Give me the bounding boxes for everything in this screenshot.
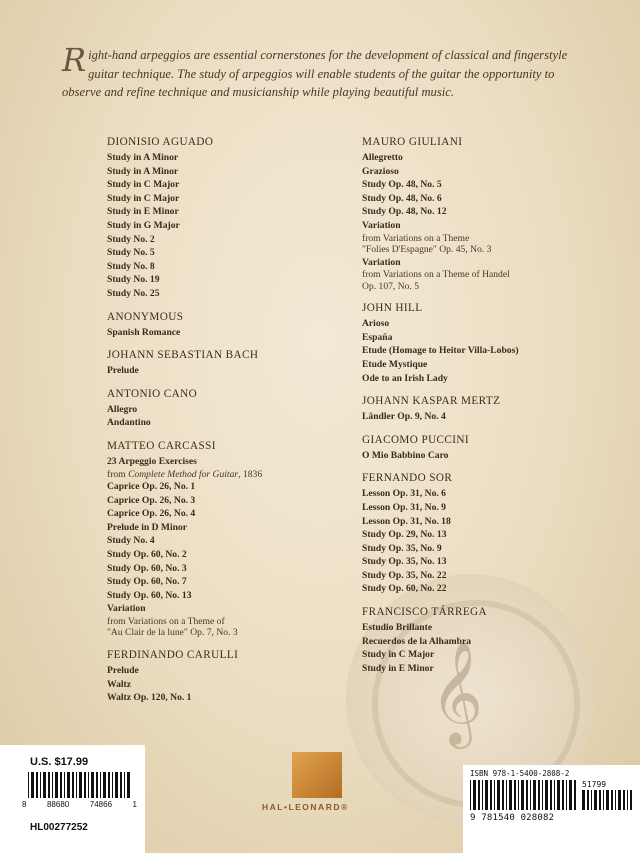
upc-digit: 8 [22, 800, 27, 809]
piece-title: Study No. 25 [107, 287, 160, 299]
barcode-bar [587, 790, 589, 810]
composer-name: FRANCISCO TÁRREGA [362, 606, 488, 619]
barcode-bar [482, 780, 483, 810]
barcode-bar [591, 790, 592, 810]
barcode-bar [526, 780, 528, 810]
barcode-bar [533, 780, 536, 810]
barcode-bar [611, 790, 613, 810]
piece-title: Caprice Op. 26, No. 4 [107, 508, 196, 520]
barcode-bar [494, 780, 495, 810]
piece-title: Study in E Minor [362, 662, 434, 674]
barcode-bar [470, 780, 471, 810]
composer-name: FERDINANDO CARULLI [107, 648, 239, 661]
barcode-bar [103, 772, 106, 798]
barcode-bar [630, 790, 632, 810]
piece-title: Study Op. 48, No. 5 [362, 179, 442, 191]
barcode-bar [64, 772, 65, 798]
piece-title: Etude Mystique [362, 358, 428, 370]
barcode-bar [127, 772, 130, 798]
piece-title: Study No. 8 [107, 260, 155, 272]
barcode-bar [574, 780, 576, 810]
upc-digit: 88680 [46, 800, 70, 809]
barcode-bar [502, 780, 504, 810]
piece-title: Prelude [107, 664, 139, 676]
barcode-bar [557, 780, 560, 810]
source-prefix: from [107, 468, 129, 480]
barcode-bar [28, 772, 29, 798]
barcode-bar [108, 772, 110, 798]
piece-title: Study Op. 48, No. 12 [362, 206, 447, 218]
barcode-bar [31, 772, 34, 798]
left-column [107, 136, 357, 705]
barcode-bar [112, 772, 113, 798]
composer-group [107, 440, 357, 639]
piece-title: Spanish Romance [107, 326, 181, 338]
right-column [362, 136, 612, 675]
barcode-bar [594, 790, 597, 810]
barcode-bar [521, 780, 524, 810]
barcode-bar [618, 790, 621, 810]
piece-title: Study Op. 35, No. 13 [362, 556, 447, 568]
barcode-bar [490, 780, 492, 810]
piece-title: Variation [107, 603, 146, 615]
piece-title: Prelude [107, 365, 139, 377]
barcode-bar [545, 780, 548, 810]
barcode-bar [84, 772, 86, 798]
drop-cap: R [62, 41, 87, 79]
piece-title: España [362, 331, 393, 343]
barcode-bar [550, 780, 552, 810]
barcode-bar [542, 780, 543, 810]
piece-title: Study in G Major [107, 219, 180, 231]
piece-title: Variation [362, 256, 401, 268]
barcode-bar [55, 772, 58, 798]
publisher-name: HAL•LEONARD® [262, 802, 349, 812]
composer-group [362, 606, 612, 675]
piece-title: Study Op. 60, No. 7 [107, 576, 187, 588]
composer-name: MATTEO CARCASSI [107, 439, 216, 452]
composer-name: FERNANDO SOR [362, 472, 453, 485]
barcode-bar [606, 790, 609, 810]
piece-title: Waltz Op. 120, No. 1 [107, 692, 192, 704]
composer-group [362, 302, 612, 385]
piece-title: Lesson Op. 31, No. 18 [362, 515, 451, 527]
barcode-bar [478, 780, 480, 810]
piece-title: Study in E Minor [107, 206, 179, 218]
composer-name: JOHN HILL [362, 302, 423, 315]
piece-title: Allegro [107, 403, 138, 415]
composer-name: GIACOMO PUCCINI [362, 433, 470, 446]
piece-source: "Au Clair de la lune" Op. 7, No. 3 [107, 627, 238, 639]
barcode-bar [485, 780, 488, 810]
upc-digit: 1 [132, 800, 137, 809]
composer-group [362, 434, 612, 463]
piece-title: Study Op. 60, No. 3 [107, 562, 187, 574]
treble-clef-icon: 𝄞 [430, 640, 484, 745]
barcode-bar [72, 772, 74, 798]
barcode-bar [506, 780, 507, 810]
piece-title: Study in C Major [362, 649, 435, 661]
composer-group [107, 388, 357, 430]
piece-title: Lesson Op. 31, No. 9 [362, 501, 446, 513]
ean-number: 9 781540 028082 [470, 813, 555, 823]
piece-title: Caprice Op. 26, No. 1 [107, 481, 196, 492]
composer-name: ANTONIO CANO [107, 387, 198, 400]
isbn-barcode [470, 780, 578, 810]
piece-source: "Folies D'Espagne" Op. 45, No. 3 [362, 244, 492, 256]
barcode-bar [497, 780, 500, 810]
barcode-bar [52, 772, 53, 798]
piece-title: Estudio Brillante [362, 622, 433, 634]
piece-title: Ländler Op. 9, No. 4 [362, 411, 446, 423]
barcode-bar [115, 772, 118, 798]
barcode-bar [538, 780, 540, 810]
barcode-bar [96, 772, 98, 798]
barcode-bar [518, 780, 519, 810]
composer-group [362, 395, 612, 424]
piece-title: Study in A Minor [107, 152, 179, 163]
piece-title: Study No. 4 [107, 535, 155, 547]
piece-title: Andantino [107, 417, 151, 429]
barcode-bar [473, 780, 476, 810]
piece-title: Study Op. 35, No. 9 [362, 542, 442, 554]
price-label: U.S. $17.99 [30, 756, 89, 768]
piece-title: Study in A Minor [107, 165, 179, 177]
piece-source: from Variations on a Theme of [107, 615, 225, 627]
composer-name: JOHANN KASPAR MERTZ [362, 395, 501, 408]
barcode-bar [48, 772, 50, 798]
item-number: HL00277252 [30, 822, 88, 833]
piece-title: Study No. 5 [107, 247, 155, 259]
composer-name: DIONISIO AGUADO [107, 136, 214, 148]
piece-source [107, 469, 357, 481]
barcode-bar [100, 772, 101, 798]
piece-title: Study No. 19 [107, 274, 160, 286]
barcode-bar [615, 790, 616, 810]
barcode-bar [509, 780, 512, 810]
source-title: Complete Method for Guitar [128, 468, 239, 480]
piece-title: Variation [362, 219, 401, 231]
composer-group [107, 136, 357, 301]
composer-group [362, 136, 612, 292]
barcode-bar [88, 772, 89, 798]
barcode-bar [599, 790, 601, 810]
barcode-bar [67, 772, 70, 798]
piece-title: Waltz [107, 678, 131, 690]
intro-paragraph [62, 41, 582, 102]
barcode-bar [91, 772, 94, 798]
supplement-code: 51799 [582, 780, 607, 789]
barcode-bar [623, 790, 625, 810]
composer-group [107, 311, 357, 340]
composer-group [362, 472, 612, 596]
piece-title: Study No. 2 [107, 233, 155, 245]
piece-title: Study Op. 35, No. 22 [362, 569, 447, 581]
barcode-bar [530, 780, 531, 810]
piece-title: Study in C Major [107, 179, 180, 191]
piece-title: Allegretto [362, 152, 403, 163]
barcode-bar [582, 790, 585, 810]
piece-title: Study in C Major [107, 192, 180, 204]
piece-source: from Variations on a Theme [362, 232, 470, 244]
barcode-bar [514, 780, 516, 810]
barcode-bar [603, 790, 604, 810]
intro-text: ight-hand arpeggios are essential cornerstones for the development of classical and fingerstyle guitar technique. The study of arpeggios will enable students of the guitar the opportunity to observe and refine technique and musicianship while playing beautiful music. [62, 48, 568, 99]
piece-title: Study Op. 60, No. 2 [107, 548, 187, 560]
price-barcode [582, 790, 632, 810]
source-suffix: , 1836 [238, 468, 263, 480]
piece-title: Recuerdos de la Alhambra [362, 635, 471, 647]
barcode-bar [554, 780, 555, 810]
composer-group [107, 649, 357, 705]
piece-title: Caprice Op. 26, No. 3 [107, 494, 196, 506]
piece-title: Lesson Op. 31, No. 6 [362, 488, 446, 500]
piece-title: Ode to an Irish Lady [362, 372, 448, 384]
piece-title: Study Op. 60, No. 13 [107, 589, 192, 601]
composer-name: JOHANN SEBASTIAN BACH [107, 349, 259, 362]
composer-group [107, 349, 357, 378]
piece-title: Study Op. 60, No. 22 [362, 583, 447, 595]
piece-title: Arioso [362, 318, 390, 330]
composer-name: MAURO GIULIANI [362, 136, 463, 148]
upc-number [22, 800, 137, 809]
barcode-bar [40, 772, 41, 798]
piece-source: Op. 107, No. 5 [362, 280, 420, 292]
upc-barcode [28, 772, 132, 798]
piece-title: 23 Arpeggio Exercises [107, 455, 197, 467]
isbn-label: ISBN 978-1-5400-2808-2 [470, 769, 570, 778]
piece-title: Etude (Homage to Heitor Villa-Lobos) [362, 345, 519, 357]
piece-title: Study Op. 29, No. 13 [362, 529, 447, 541]
barcode-bar [562, 780, 564, 810]
piece-source: from Variations on a Theme of Handel [362, 269, 510, 281]
publisher-logo [292, 752, 342, 798]
barcode-bar [79, 772, 82, 798]
composer-name: ANONYMOUS [107, 310, 184, 323]
piece-title: Grazioso [362, 165, 399, 177]
barcode-bar [36, 772, 38, 798]
barcode-bar [124, 772, 125, 798]
piece-title: O Mio Babbino Caro [362, 449, 449, 461]
barcode-bar [569, 780, 572, 810]
piece-title: Study Op. 48, No. 6 [362, 192, 442, 204]
barcode-bar [43, 772, 46, 798]
upc-digit: 74866 [89, 800, 113, 809]
barcode-bar [76, 772, 77, 798]
barcode-bar [60, 772, 62, 798]
barcode-bar [627, 790, 628, 810]
barcode-bar [120, 772, 122, 798]
barcode-bar [566, 780, 567, 810]
piece-title: Prelude in D Minor [107, 521, 188, 533]
